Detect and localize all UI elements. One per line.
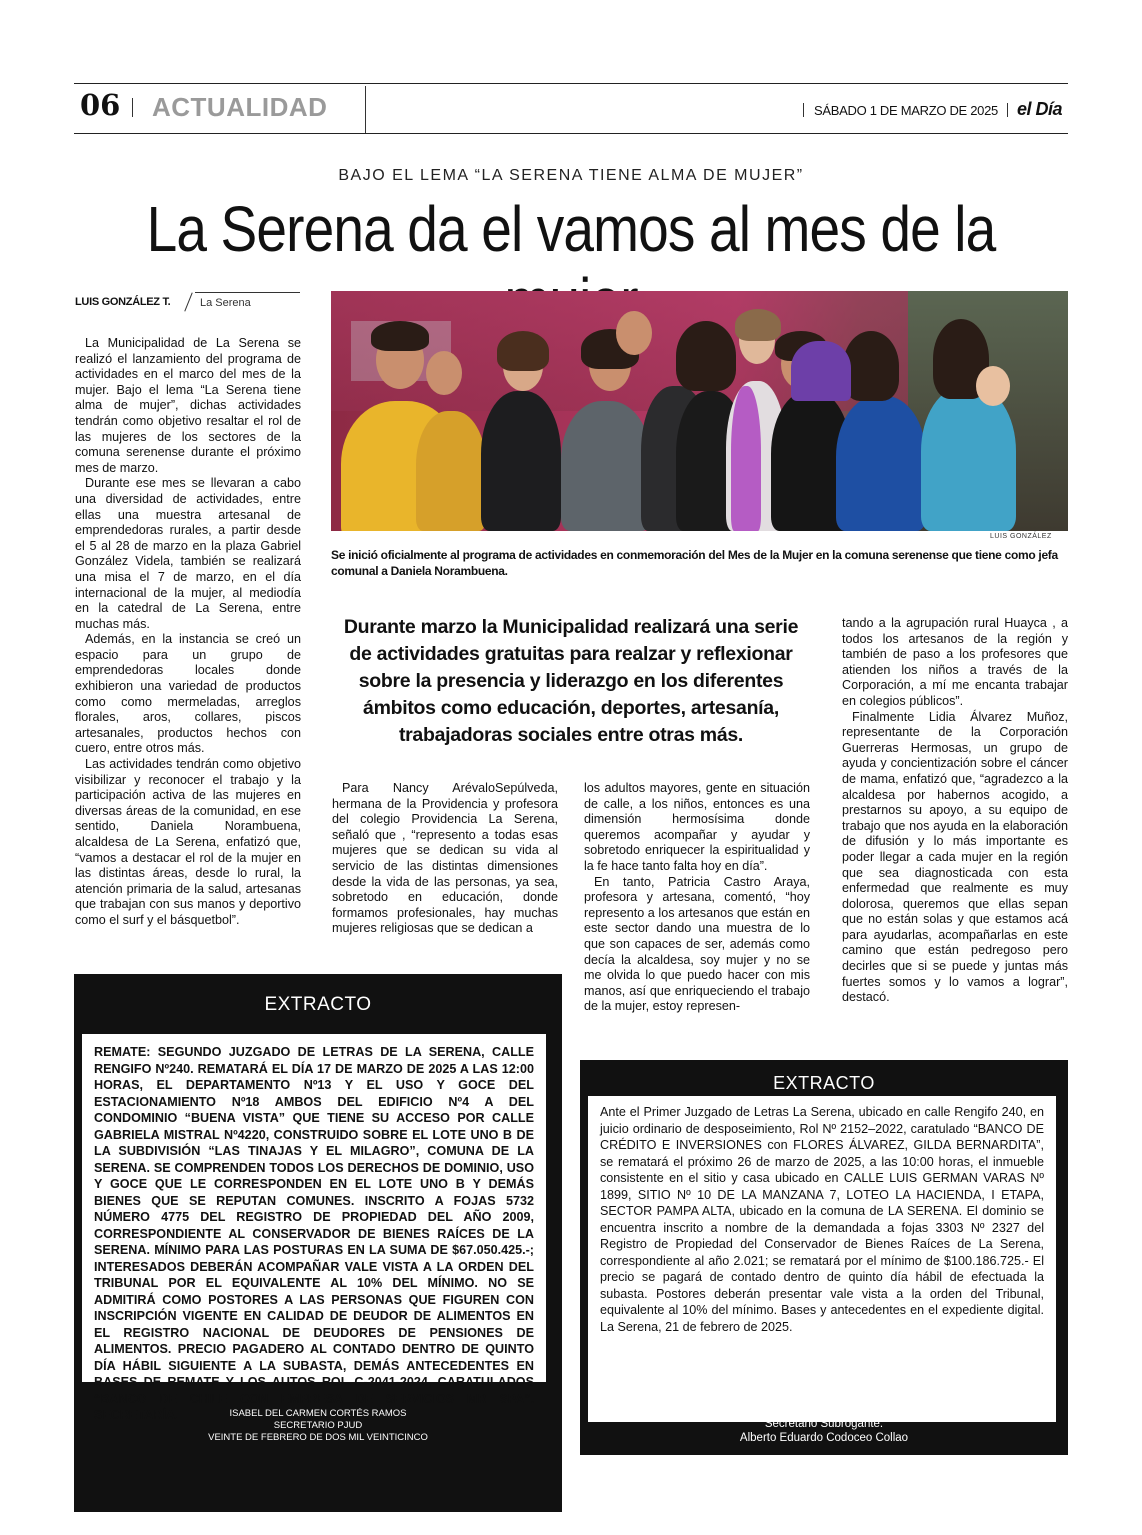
legal-notice-box-1 <box>74 974 562 1512</box>
article-column-4 <box>842 616 1068 1006</box>
article-kicker: BAJO EL LEMA “LA SERENA TIENE ALMA DE MUJER” <box>338 167 804 184</box>
paragraph: tando a la agrupación rural Huayca , a todos los artesanos de la región y también de paso a los profesores que atienden los niños a través de la Corporación, a mí me encanta trabajar en colegios públicos”. <box>842 616 1068 708</box>
article-photo <box>331 291 1068 531</box>
header-separator <box>1007 103 1008 117</box>
photo-credit: LUIS GONZÁLEZ <box>990 533 1052 540</box>
paragraph: La Municipalidad de La Serena se realizó el lanzamiento del programa de actividades en el marco del mes de la mujer. Bajo el lema “La Serena tiene alma de mujer”, dichas actividades tendrán como objetivo resaltar el rol de las mujeres de los sectores de la comuna serenense durante el próximo mes de marzo. <box>75 336 301 475</box>
header-separator <box>132 98 133 117</box>
byline-rule <box>195 292 300 293</box>
header-divider <box>365 86 366 134</box>
newspaper-logo: el Día <box>1017 99 1063 119</box>
header-bottom-rule <box>74 133 1068 134</box>
paragraph: Durante ese mes se llevaran a cabo una diversidad de actividades, entre ellas una muestra artesanal de emprendedoras rurales, a partir desde el 5 al 28 de marzo en la plaza Gabriel González Videla, también se realizará una misa el 7 de marzo, en el día internacional de la mujer, al mediodía en la catedral de La Serena, entre muchas más. <box>75 476 301 631</box>
photo-caption: Se inició oficialmente al programa de actividades en conmemoración del Mes de la Mujer en la comuna serenense que tiene como jefa comunal a Daniela Norambuena. <box>331 548 1058 578</box>
signature-line: SECRETARIO PJUD <box>273 1420 363 1431</box>
article-column-2 <box>332 781 558 937</box>
author-name: LUIS GONZÁLEZ T. <box>75 296 171 308</box>
signature-line: ISABEL DEL CARMEN CORTÉS RAMOS <box>229 1408 407 1419</box>
article-column-3 <box>584 781 810 1015</box>
legal-notice-box-2 <box>580 1060 1068 1455</box>
paragraph: Finalmente Lidia Álvarez Muñoz, representante de la Corporación Guerreras Hermosas, un grupo de ayuda y concientización sobre el cáncer de mama, enfatizó que, “agradezco a la alcaldesa por habernos acogido, a prestarnos su apoyo, a su equipo de trabajo que nos ayuda en la elaboración de difusión y lo más importante es poder llegar a cada mujer en la región que sea diagnosticada con esta enfermedad que realmente es muy dolorosa, queremos que ellas sepan que no están solas y que estamos acá para ayudarlas, acompañarlas en este camino que están pedregoso pero decirles que si se puede y juntas más fuertes somos y lo vamos a lograr”, destacó. <box>842 709 1068 1005</box>
legal-notice-title: EXTRACTO <box>773 1073 875 1093</box>
issue-date: SÁBADO 1 DE MARZO DE 2025 <box>814 103 998 118</box>
article-column-1 <box>75 336 301 929</box>
legal-notice-body: Ante el Primer Juzgado de Letras La Serena, ubicado en calle Rengifo 240, en juicio ordinario de desposeimiento, Rol Nº 2152–2022, caratulado “BANCO DE CRÉDITO E INVERSIONES con FLORES ÁLVAREZ, GILDA BERNARDITA”, se rematará el próximo 26 de marzo de 2025, a las 10:00 horas, el inmueble consistente en el sitio y casa ubicado en CALLE LUIS GERMAN VARAS Nº 1899, SITIO Nº 10 DE LA MANZANA 7, LOTEO LA HACIENDA, I ETAPA, SECTOR PAMPA ALTA, ubicado en la comuna de LA SERENA. El dominio se encuentra inscrito a nombre de la demandada a fojas 3303 Nº 2327 del Registro de Propiedad del Conservador de Bienes Raíces de La Serena, correspondiente al año 2.021; se rematará por el mínimo de $100.186.725.- El precio se pagará de contado dentro de quinto día hábil de efectuada la subasta. Postores deberán presentar vale vista a la orden del Tribunal, equivalente al 10% del mínimo. Bases y antecedentes en el expediente digital. La Serena, 21 de febrero de 2025. <box>588 1096 1056 1422</box>
article-headline: La Serena da el vamos al mes de la <box>146 193 996 265</box>
legal-notice-body: REMATE: SEGUNDO JUZGADO DE LETRAS DE LA SERENA, CALLE RENGIFO Nº240. REMATARÁ EL DÍA 17 DE MARZO DE 2025 A LAS 12:00 HORAS, EL DEPARTAMENTO Nº13 Y EL USO Y GOCE DEL ESTACIONAMIENTO Nº18 AMBOS DEL EDIFICIO Nº4 A DEL CONDOMINIO “BUENA VISTA” QUE TIENE SU ACCESO POR CALLE GABRIELA MISTRAL Nº4220, CONSTRUIDO SOBRE EL LOTE UNO B DE LA SUBDIVISIÓN “LAS TINAJAS Y EL MILAGRO”, COMUNA DE LA SERENA. SE COMPRENDEN TODOS LOS DERECHOS DE DOMINIO, USO Y GOCE QUE LE CORRESPONDEN EN EL LOTE UNO B Y DEMÁS BIENES QUE SE REPUTAN COMUNES. INSCRITO A FOJAS 5732 NÚMERO 4775 DEL REGISTRO DE PROPIEDAD DEL AÑO 2009, CORRESPONDIENTE AL CONSERVADOR DE BIENES RAÍCES DE LA SERENA. MÍNIMO PARA LAS POSTURAS EN LA SUMA DE $67.050.425.-; INTERESADOS DEBERÁN ACOMPAÑAR VALE VISTA A LA ORDEN DEL TRIBUNAL POR EL EQUIVALENTE AL 10% DEL MÍNIMO. NO SE ADMITIRÁ COMO POSTORES A LAS PERSONAS QUE FIGUREN CON INSCRIPCIÓN VIGENTE EN CALIDAD DE DEUDOR DE ALIMENTOS EN EL REGISTRO NACIONAL DE DEUDORES DE PENSIONES DE ALIMENTOS. PRECIO PAGADERO AL CONTADO DENTRO DE QUINTO DÍA HÁBIL SIGUIENTE A LA SUBASTA, DEMÁS ANTECEDENTES EN BASES DE REMATE Y LOS AUTOS ROL C-2041-2024, CARATULADOS “BANCO DE CHILE CON EMPRESA DE SERVICIOS MR SPA”. SECRETARÍA. <box>82 1034 546 1382</box>
signature-line: Alberto Eduardo Codoceo Collao <box>739 1432 909 1444</box>
paragraph: Para Nancy ArévaloSepúlveda, hermana de la Providencia y profesora del colegio Providencia La Serena, señaló que , “represento a todas esas mujeres que se dedican su vida al servicio de las distintas dimensiones desde la vida de las personas, ya sea, sobretodo en educación, donde formamos profesionales, hay muchas mujeres religiosas que se dedican a <box>332 781 558 936</box>
section-title: ACTUALIDAD <box>152 92 328 122</box>
paragraph: los adultos mayores, gente en situación de calle, a los niños, entonces es una dimensión hermosísima donde queremos acompañar y ayudar y sobretodo enriquecer la espiritualidad y la fe hace tanto falta hoy en día”. <box>584 781 810 873</box>
header-separator <box>803 103 804 117</box>
byline-location: La Serena <box>200 297 251 309</box>
signature-line: VEINTE DE FEBRERO DE DOS MIL VEINTICINCO <box>208 1432 428 1443</box>
signature-line: Secretario Subrogante. <box>764 1418 884 1430</box>
header-top-rule <box>74 83 1068 84</box>
paragraph: Además, en la instancia se creó un espacio para un grupo de emprendedoras locales donde exhibieron una variedad de productos como como mermeladas, arreglos florales, aros, collares, piscos artesanales, productos hechos con cuero, entre otros más. <box>75 632 301 756</box>
legal-notice-title: EXTRACTO <box>264 994 372 1015</box>
page-number: 06 <box>80 88 121 122</box>
legal-notice-signature <box>74 1408 562 1444</box>
legal-notice-signature <box>580 1417 1068 1445</box>
pull-quote: Durante marzo la Municipalidad realizará una serie de actividades gratuitas para realzar y reflexionar sobre la presencia y liderazgo en los diferentes ámbitos como educación, deportes, artesanía, trabajadoras sociales entre otras más. <box>343 616 799 746</box>
paragraph: Las actividades tendrán como objetivo visibilizar y reconocer el trabajo y la participación activa de las mujeres en diversas áreas de la comunidad, en ese sentido, Daniela Norambuena, alcaldesa de La Serena, enfatizó que, “vamos a destacar el rol de la mujer en las distintas áreas, desde lo rural, la atención primaria de la salud, artesanas que trabajan con sus manos y deportivo como el surf y el básquetbol”. <box>75 757 301 927</box>
paragraph: En tanto, Patricia Castro Araya, profesora y artesana, comentó, “hoy represento a los artesanos que están en este sector dando una muestra de lo que son capaces de ser, además como decía la alcaldesa, soy mujer y no se me olvida lo que puedo hacer con mis manos, así que enriqueciendo el trabajo de la mujer, estoy represen- <box>584 874 810 1014</box>
